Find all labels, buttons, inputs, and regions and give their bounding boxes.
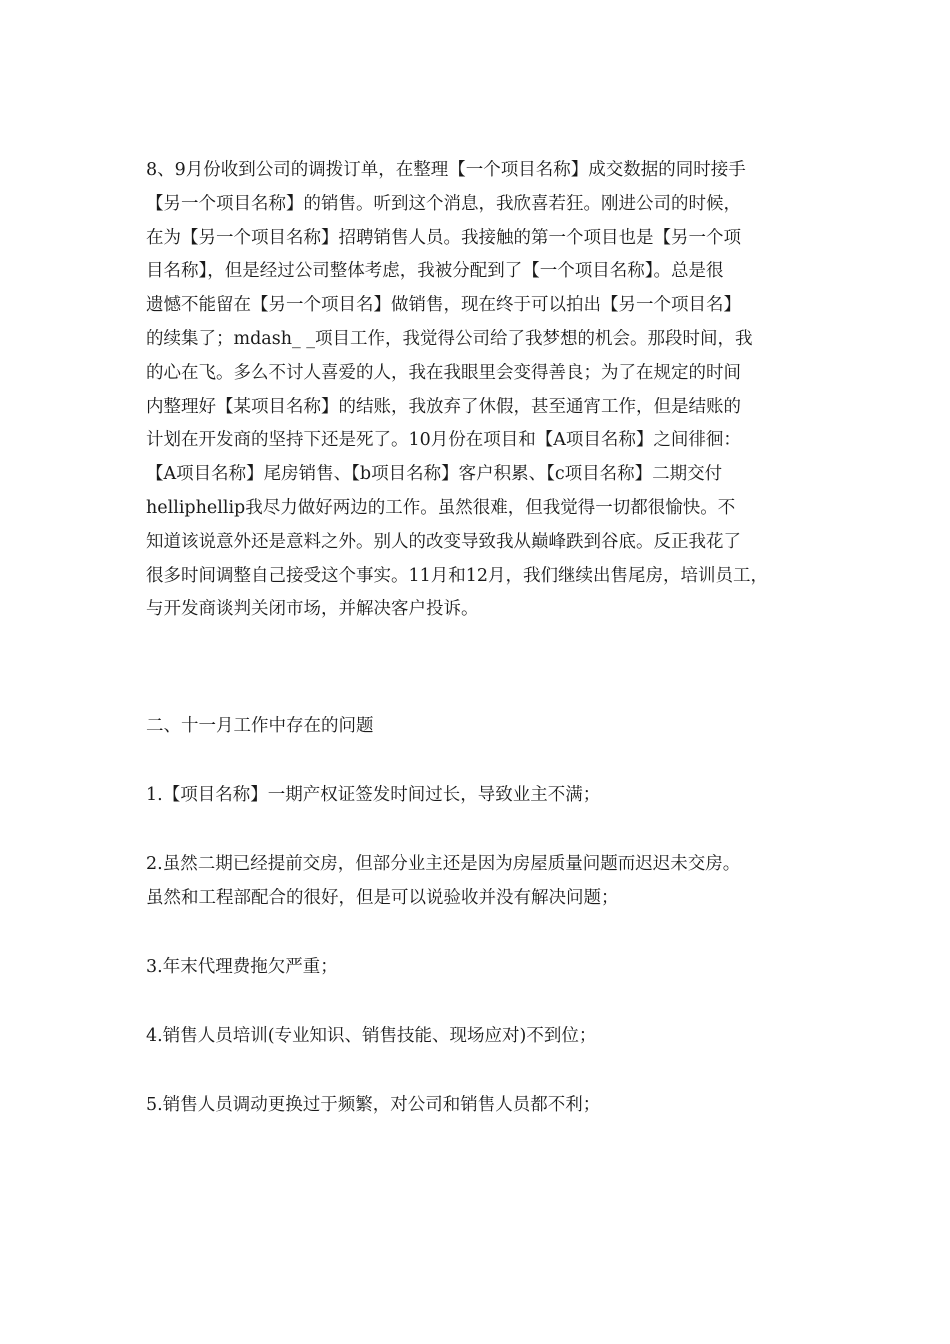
- issue-line: 虽然和工程部配合的很好，但是可以说验收并没有解决问题；: [146, 887, 619, 908]
- paragraph-line: 知道该说意外还是意料之外。别人的改变导致我从巅峰跌到谷底。反正我花了: [146, 531, 741, 552]
- work-summary-paragraph: [146, 154, 826, 627]
- paragraph-line: 在为【另一个项目名称】招聘销售人员。我接触的第一个项目也是【另一个项: [146, 227, 741, 248]
- paragraph-line: 的心在飞。多么不讨人喜爱的人，我在我眼里会变得善良；为了在规定的时间: [146, 362, 741, 383]
- issue-line: 4.销售人员培训(专业知识、销售技能、现场应对)不到位；: [146, 1026, 597, 1046]
- paragraph-line: 【另一个项目名称】的销售。听到这个消息，我欣喜若狂。刚进公司的时候，: [146, 193, 741, 214]
- paragraph-line: 8、9月份收到公司的调拨订单，在整理【一个项目名称】成交数据的同时接手: [146, 160, 746, 180]
- issue-line: 5.销售人员调动更换过于频繁，对公司和销售人员都不利；: [146, 1095, 601, 1115]
- issue-item-3: [146, 951, 826, 985]
- paragraph-line: 的续集了；mdash_ _项目工作，我觉得公司给了我梦想的机会。那段时间，我: [146, 328, 753, 349]
- paragraph-line: 计划在开发商的坚持下还是死了。10月份在项目和【A项目名称】之间徘徊：: [146, 430, 741, 451]
- issue-item-4: [146, 1020, 826, 1054]
- issue-line: 2.虽然二期已经提前交房，但部分业主还是因为房屋质量问题而迟迟未交房。: [146, 854, 741, 874]
- paragraph-line: 与开发商谈判关闭市场，并解决客户投诉。: [146, 599, 479, 620]
- paragraph-line: 内整理好【某项目名称】的结账，我放弃了休假，甚至通宵工作，但是结账的: [146, 396, 741, 417]
- issue-item-5: [146, 1089, 826, 1123]
- paragraph-line: 【A项目名称】尾房销售、【b项目名称】客户积累、【c项目名称】二期交付: [146, 464, 723, 485]
- paragraph-line: 很多时间调整自己接受这个事实。11月和12月，我们继续出售尾房，培训员工，: [146, 565, 769, 586]
- issue-line: 3.年末代理费拖欠严重；: [146, 957, 338, 977]
- issue-line: 1.【项目名称】一期产权证签发时间过长，导致业主不满；: [146, 785, 601, 805]
- issue-item-1: [146, 779, 826, 813]
- paragraph-line: 遗憾不能留在【另一个项目名】做销售，现在终于可以拍出【另一个项目名】: [146, 295, 741, 316]
- paragraph-line: helliphellip我尽力做好两边的工作。虽然很难，但我觉得一切都很愉快。不: [146, 497, 736, 518]
- section-heading: [146, 710, 826, 744]
- section-heading-text: 二、十一月工作中存在的问题: [146, 716, 374, 736]
- issue-item-2: [146, 848, 826, 916]
- paragraph-line: 目名称】，但是经过公司整体考虑，我被分配到了【一个项目名称】。总是很: [146, 261, 724, 282]
